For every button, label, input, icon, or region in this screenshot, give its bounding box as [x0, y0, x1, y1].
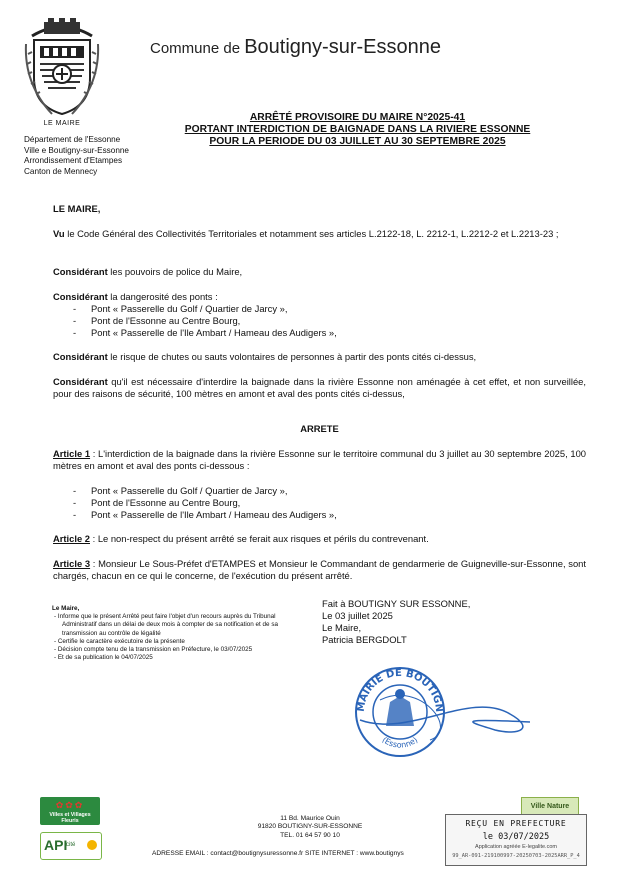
- receipt-ref: 99_AR-091-219100997-20250703-2025ARR_P_4: [452, 853, 580, 859]
- address-line: 11 Bd. Maurice Ouin: [280, 815, 340, 822]
- api-main: API: [44, 837, 68, 853]
- list-item: - Certifie le caractère exécutoire de la présente: [54, 637, 185, 645]
- list-item: - Pont de l'Essonne au Centre Bourg,: [73, 497, 241, 508]
- ville-nature-badge: Ville Nature: [521, 797, 579, 817]
- notes-head: Le Maire,: [52, 605, 80, 612]
- dept-line: Arrondissement d'Etampes: [24, 156, 123, 166]
- api-dot-icon: [87, 840, 97, 850]
- document-title: [150, 112, 565, 148]
- commune-coat-of-arms-icon: [22, 14, 102, 120]
- villes-badge-text: Villes et Villages Fleuris: [49, 812, 91, 824]
- footer-address: [130, 815, 490, 840]
- commune-name: Boutigny-sur-Essonne: [244, 36, 441, 58]
- considerant-1: Considérant les pouvoirs de police du Maire,: [53, 266, 243, 277]
- commune-prefix: Commune de: [150, 40, 245, 57]
- title-line-1: ARRÊTÉ PROVISOIRE DU MAIRE N°2025-41: [249, 112, 466, 123]
- prefecture-receipt: [445, 814, 587, 866]
- department-block: [24, 135, 129, 177]
- legal-notes: [52, 605, 292, 662]
- list-item: - Pont « Passerelle du Golf / Quartier de Jarcy »,: [73, 303, 288, 314]
- vu-paragraph: Vu le Code Général des Collectivités Territoriales et notamment ses articles L.2122-18, L. 2212-1, L.2212-2 et L.2213-23 ;: [53, 228, 559, 239]
- list-item: - Pont « Passerelle du Golf / Quartier de Jarcy »,: [73, 485, 288, 496]
- dept-line: Canton de Mennecy: [24, 166, 98, 176]
- footer-contact: ADRESSE EMAIL : contact@boutignysuressonne.fr SITE INTERNET : www.boutignys: [152, 850, 404, 857]
- arrete-heading: ARRETE: [300, 423, 339, 434]
- le-maire-heading: LE MAIRE,: [53, 203, 101, 214]
- list-item: - Pont de l'Essonne au Centre Bourg,: [73, 315, 241, 326]
- api-cite-badge: [40, 832, 102, 860]
- address-line: 91820 BOUTIGNY-SUR-ESSONNE: [257, 823, 363, 831]
- considerant-4: Considérant qu'il est nécessaire d'interdire la baignade dans la rivière Essonne non aménagée à cet effet, et non surveillée, pour des raisons de sécurité, 100 mètres en amont et aval des ponts cités ci-dessus,: [53, 376, 586, 400]
- receipt-title: REÇU EN PREFECTURE: [465, 819, 567, 828]
- dept-line: Ville e Boutigny-sur-Essonne: [24, 145, 129, 155]
- dept-line: Département de l'Essonne: [24, 135, 121, 144]
- signature-line: Le Maire,: [322, 622, 362, 634]
- stamp-top-text: MAIRIE DE BOUTIGN: [355, 667, 445, 713]
- list-item: - Et de sa publication le 04/07/2025: [54, 654, 153, 662]
- title-line-3: POUR LA PERIODE DU 03 JUILLET AU 30 SEPTEMBRE 2025: [209, 136, 506, 147]
- receipt-date: le 03/07/2025: [482, 832, 550, 842]
- article-2: Article 2 : Le non-respect du présent arrêté se ferait aux risques et périls du contrevenant.: [53, 533, 429, 544]
- list-item: - Pont « Passerelle de l'Ile Ambart / Hameau des Audigers »,: [73, 327, 337, 338]
- list-item: - Décision compte tenu de la transmission en Préfecture, le 03/07/2025: [54, 646, 253, 654]
- article-1: Article 1 : L'interdiction de la baignade dans la rivière Essonne sur le territoire communal du 3 juillet au 30 septembre 2025, 100 mètres en amont et aval des ponts ci-dessous :: [53, 448, 586, 472]
- considerant-3: Considérant le risque de chutes ou sauts volontaires de personnes à partir des ponts cités ci-dessus,: [53, 351, 477, 362]
- article-3: Article 3 : Monsieur Le Sous-Préfet d'ETAMPES et Monsieur le Commandant de gendarmerie de Guigneville-sur-Essonne, sont chargés, chacun en ce qui le concerne, de l'exécution du présent arrêté.: [53, 558, 586, 582]
- api-sub: cité: [66, 842, 76, 848]
- receipt-app: Application agréée E-legalite.com: [475, 844, 557, 850]
- considerant-2: Considérant la dangerosité des ponts :: [53, 291, 218, 302]
- signature-line: Patricia BERGDOLT: [322, 634, 407, 646]
- signature-block: [322, 598, 470, 646]
- stamp-bottom-text: (Essonne): [380, 735, 420, 750]
- signature-line: Fait à BOUTIGNY SUR ESSONNE,: [322, 598, 471, 609]
- title-line-2: PORTANT INTERDICTION DE BAIGNADE DANS LA RIVIERE ESSONNE: [184, 124, 531, 135]
- tel-line: TEL. 01 64 57 90 10: [280, 831, 340, 839]
- villes-fleuris-badge: [40, 797, 100, 825]
- list-item: - Pont « Passerelle de l'Ile Ambart / Hameau des Audigers »,: [73, 509, 337, 520]
- signature-line: Le 03 juillet 2025: [322, 610, 393, 622]
- commune-heading: [150, 36, 441, 59]
- mairie-stamp-icon: [320, 660, 570, 764]
- flowers-icon: ✿✿✿: [55, 800, 85, 810]
- svg-text:(Essonne): [380, 735, 419, 749]
- maire-label: LE MAIRE: [43, 120, 81, 127]
- list-item: - Informe que le présent Arrêté peut faire l'objet d'un recours auprès du Tribunal Administratif dans un délai de deux mois à compter de sa notification et de sa transmission au contrôle de légalité: [54, 613, 278, 637]
